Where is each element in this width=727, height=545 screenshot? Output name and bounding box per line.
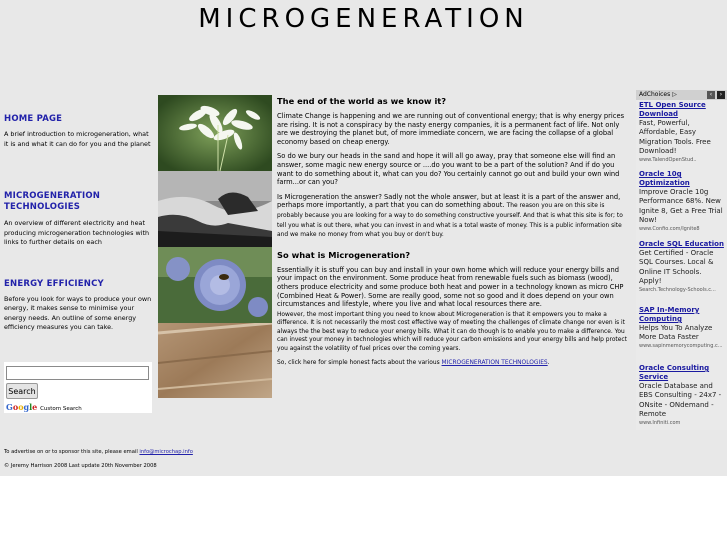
- paragraph-answer-lead: Is Microgeneration the answer? Sadly not the whole answer, but at least it is a part of the answer and, perhaps more importantly, a part that you can do something about.: [277, 192, 621, 210]
- ad-url[interactable]: www.Confio.com/Ignite8: [639, 225, 700, 232]
- ad-text: Improve Oracle 10g Performance 68%. New Ignite 8, Get a Free Trial Now!: [639, 188, 723, 225]
- ad-next-icon[interactable]: ›: [717, 91, 725, 99]
- globe-thistle-bee-photo: [158, 247, 272, 323]
- ad-text: Oracle Database and EBS Consulting - 24x7 - ONsite - ONdemand - Remote: [639, 382, 722, 419]
- click-here-text: So, click here for simple honest facts about the various: [277, 360, 442, 367]
- paragraph-however: However, the most important thing you need to know about Microgeneration is that it empowers you to make a difference. It is not necessarily the most cost effective way of meeting the challenges of climate change nor even is it always the the best way to reduce your energy bills. What it can do though is to enable you to make a difference. You can invest your money in technologies which will reduce your carbon emissions and your energy bills and help protect you against the volatility of fuel prices over the coming years.: [277, 311, 627, 352]
- site-title: MICROGENERATION: [198, 4, 529, 34]
- google-custom-search-brand: [6, 402, 82, 412]
- contact-email-link[interactable]: info@microchap.info: [139, 449, 193, 455]
- white-lily-photo: [158, 95, 272, 171]
- advertise-text: To advertise on or to sponsor this site, please email: [4, 449, 140, 455]
- ad-title[interactable]: ETL Open Source Download: [639, 101, 706, 118]
- ad-text: Get Certified - Oracle SQL Courses. Local & Online IT Schools. Apply!: [639, 249, 714, 286]
- ad-title[interactable]: Oracle Consulting Service: [639, 364, 710, 381]
- paragraph-bury-heads: So do we bury our heads in the sand and hope it will all go away, pray that someone else will find an answer, some magic new energy source or ....do you want to be a part of the solution? And if do you want to do something about it, what can you do? You certainly cannot go out and build your own wind farm...or can you?: [277, 152, 620, 187]
- heading-end-of-world: The end of the world as we know it?: [277, 96, 447, 106]
- main-content: [277, 96, 631, 370]
- ad-text: Helps You To Analyze More Data Faster: [639, 324, 713, 342]
- ad-header: [636, 90, 727, 100]
- ad-url[interactable]: www.Infiniti.com: [639, 419, 681, 426]
- sidebar: [4, 114, 154, 333]
- rocky-sea-photo: [158, 171, 272, 247]
- nav-microgeneration-technologies-link[interactable]: MICROGENERATION TECHNOLOGIES: [4, 191, 101, 212]
- google-logo: Google: [6, 402, 38, 412]
- paragraph-answer-rest: The reason you are on this site is probably because you are looking for a way to do something constructive yourself. And that is what this site is for; to tell you what is out there, what you can invest in and what is a total waste of money. This is a public information site and we make no money from what you buy or don't buy.: [277, 203, 623, 239]
- nav-technologies-description: An overview of different electricity and heat producing microgeneration technologies with links to further details on each: [4, 219, 150, 246]
- ad-prev-icon[interactable]: ‹: [707, 91, 715, 99]
- microgeneration-technologies-inline-link[interactable]: MICROGENERATION TECHNOLOGIES: [441, 360, 548, 367]
- heading-what-is-microgeneration: So what is Microgeneration?: [277, 249, 411, 260]
- click-here-end: .: [547, 360, 550, 367]
- paragraph-climate-change: Climate Change is happening and we are running out of conventional energy; that is why energy prices are rising. It is not a conspiracy by the nasty energy companies, it is a permanent fact of life. Not only are we destroying the planet but, of more immediate concern, we are facing the collapse of a global economy based on cheap energy.: [277, 112, 625, 146]
- ad-item[interactable]: [639, 101, 725, 164]
- ad-title[interactable]: Oracle 10g Optimization: [639, 170, 690, 187]
- ad-item[interactable]: [639, 170, 725, 233]
- ad-item[interactable]: [639, 240, 725, 294]
- search-button[interactable]: Search: [6, 383, 38, 399]
- ad-url[interactable]: www.TalendOpenStud..: [639, 156, 697, 163]
- nav-home-page-description: A brief introduction to microgeneration, what it is and what it can do for you and the planet: [4, 130, 151, 148]
- biomass-texture-photo: [158, 323, 272, 398]
- paragraph-is-microgeneration-answer: [277, 193, 631, 240]
- nav-energy-efficiency-description: Before you look for ways to produce your own energy, it makes sense to minimise your energy needs. An outline of some energy efficiency measures you can take.: [4, 294, 152, 331]
- ad-title[interactable]: SAP In-Memory Computing: [639, 306, 700, 323]
- ad-text: Fast, Powerful, Affordable, Easy Migration Tools. Free Download!: [639, 119, 711, 156]
- image-column: [158, 95, 272, 398]
- search-box: [4, 362, 152, 413]
- nav-energy-efficiency-link[interactable]: ENERGY EFFICIENCY: [4, 278, 104, 289]
- advertise-note: [4, 449, 193, 455]
- copyright: © Jeremy Harrison 2008 Last update 20th November 2008: [4, 463, 157, 469]
- adchoices-label[interactable]: AdChoices ▷: [639, 91, 677, 98]
- ad-url[interactable]: www.sapinmemorycomputing.c...: [639, 342, 723, 349]
- paragraph-click-here: [277, 359, 631, 368]
- ad-title[interactable]: Oracle SQL Education: [639, 240, 724, 248]
- paragraph-essentially: Essentially it is stuff you can buy and install in your own home which will reduce your energy bills and your impact on the environment. Some produce heat from renewable fuels such as biomass (wood), others produce electricity and some produce both heat and power in a technology known as micro CHP (Combined Heat & Power). Some are really good, some not so good and it does depend on your own circumstances and lifestyle, where you live and what local resources there are.: [277, 265, 624, 309]
- ad-item[interactable]: [639, 306, 725, 350]
- adchoices-icon: ▷: [672, 91, 677, 98]
- search-input[interactable]: [6, 366, 149, 380]
- custom-search-label: Custom Search: [40, 406, 82, 412]
- ad-panel: [636, 90, 727, 430]
- nav-home-page-link[interactable]: HOME PAGE: [4, 114, 63, 124]
- ad-url[interactable]: Search.Technology-Schools.c...: [639, 286, 716, 293]
- ad-item[interactable]: [639, 364, 725, 427]
